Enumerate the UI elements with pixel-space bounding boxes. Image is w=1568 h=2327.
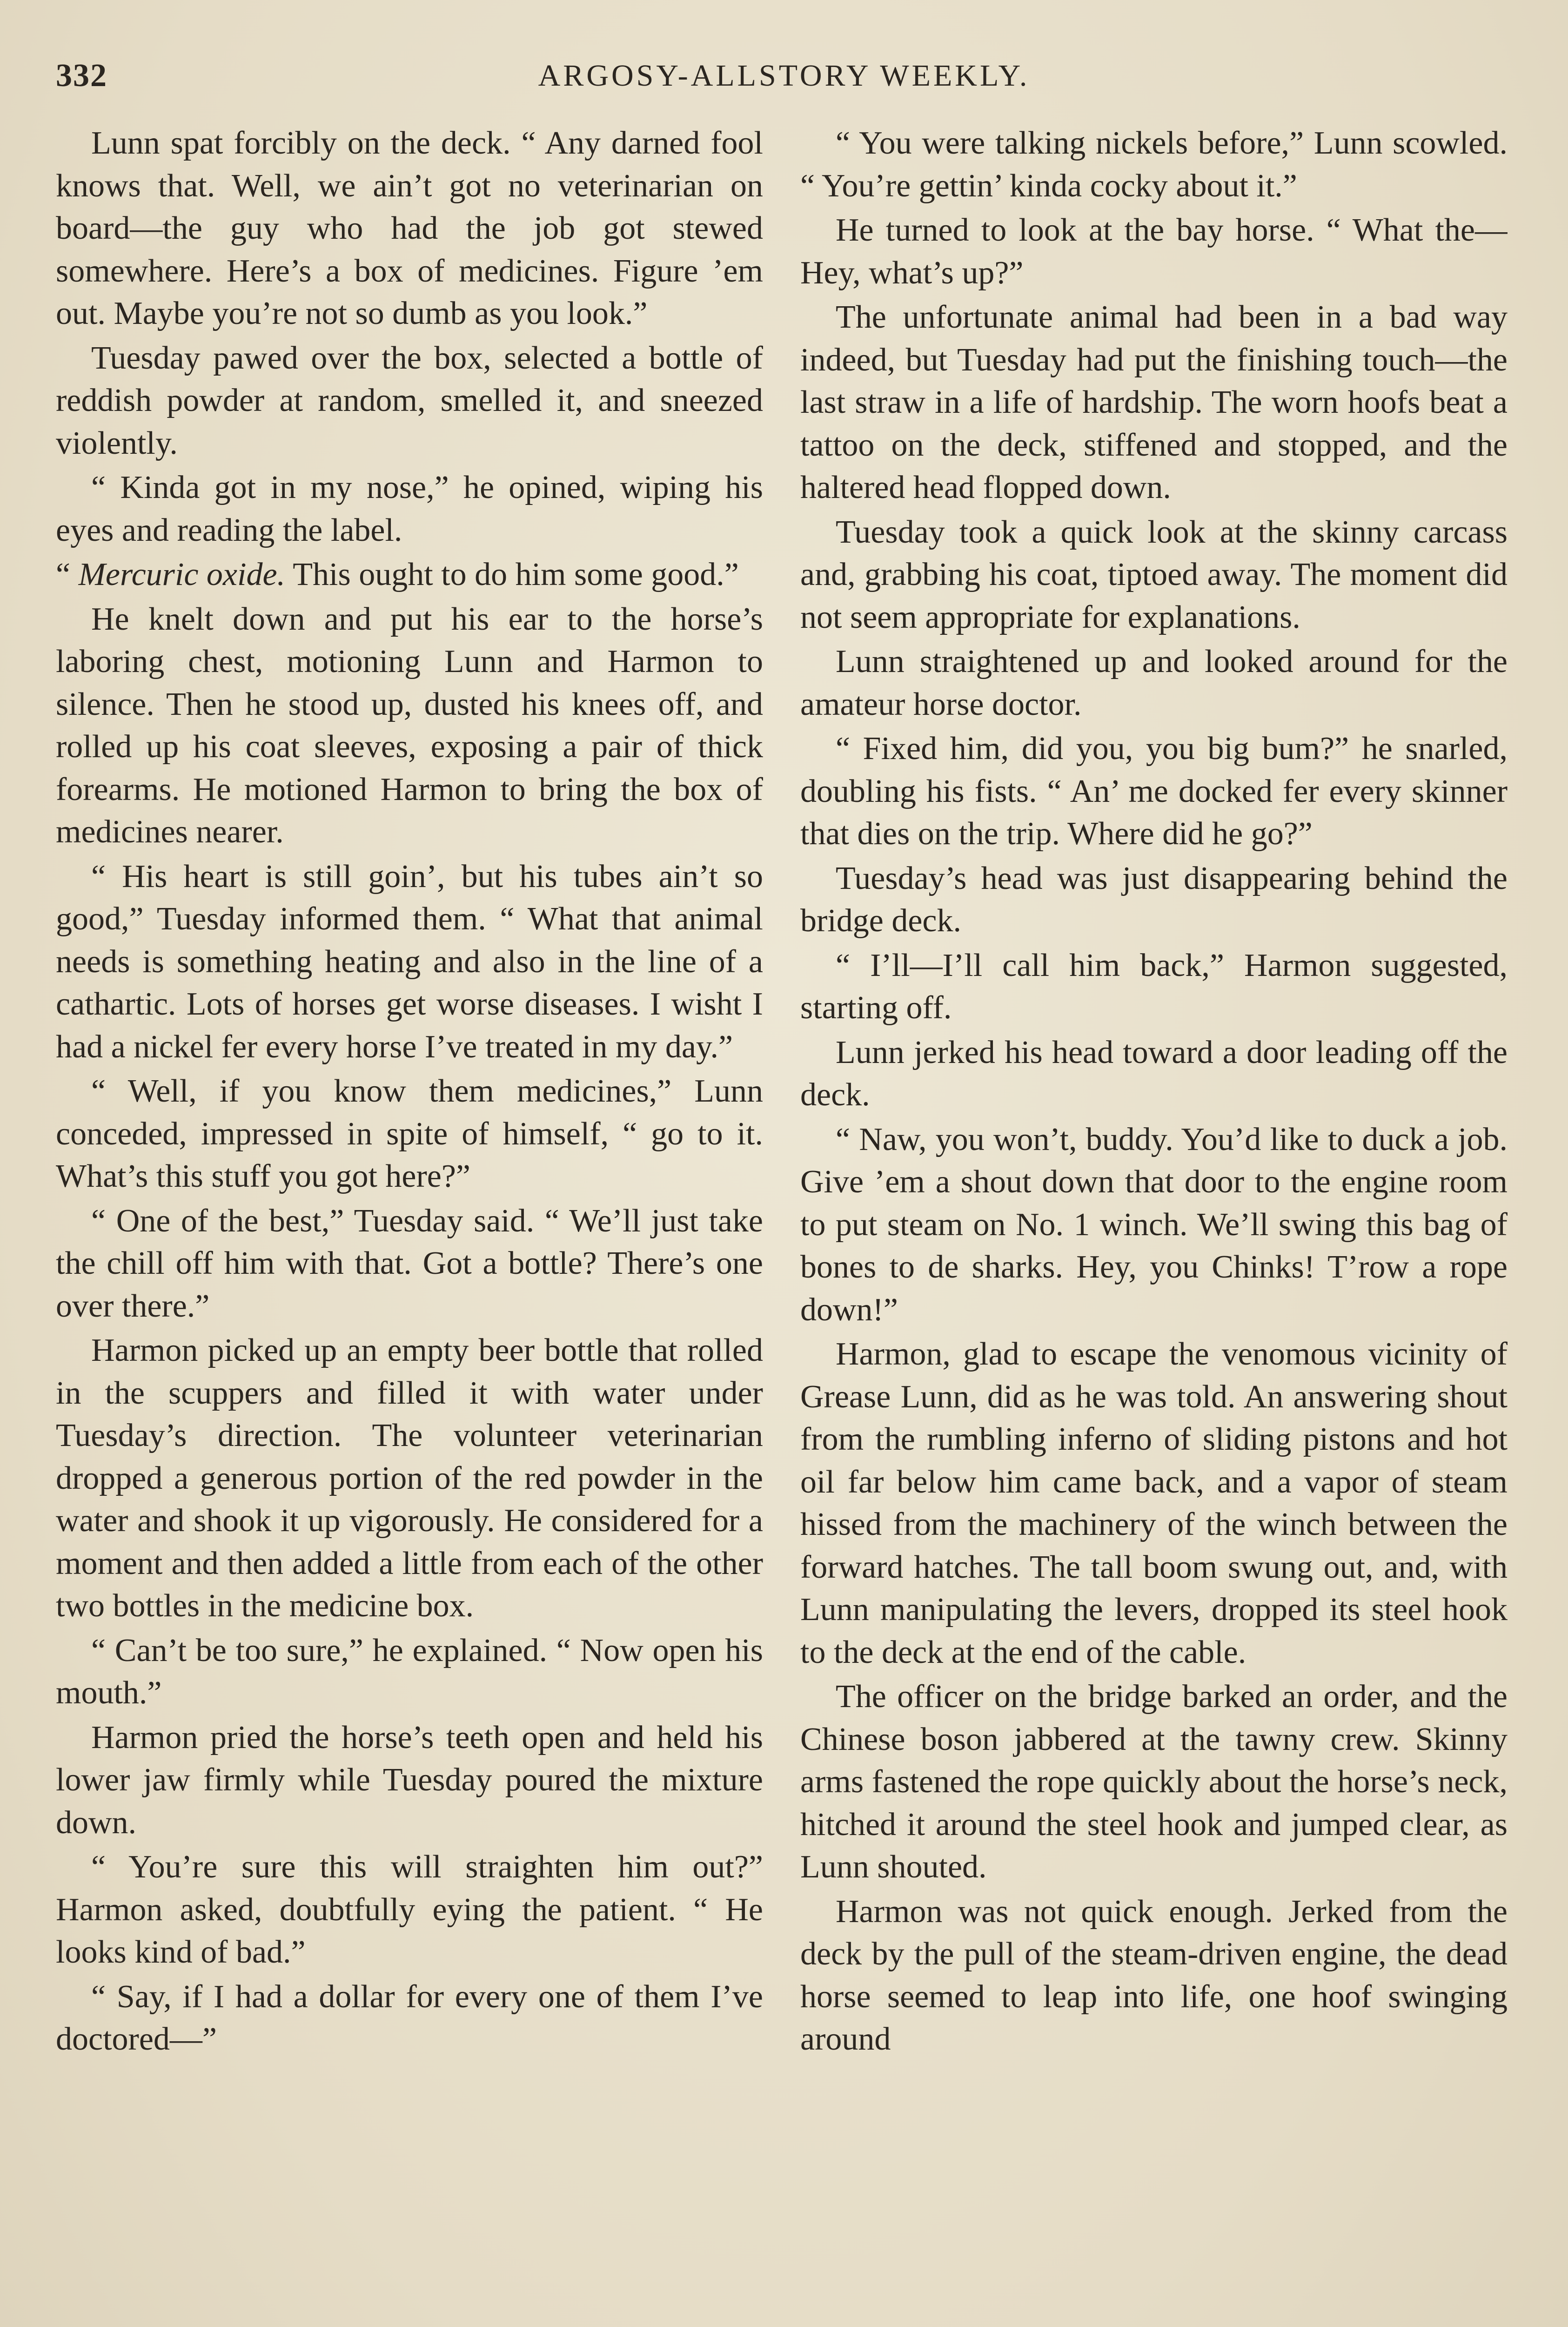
paragraph: “ Say, if I had a dollar for every one of them I’ve doctored—” (56, 1978, 763, 2057)
paragraph: The officer on the bridge barked an order, and the Chinese boson jabbered at the tawny crew. Skinny arms fastened the rope quickly about the horse’s neck, hitched it around the steel hook and jumped clear, as Lunn shouted. (800, 1679, 1508, 1885)
paragraph: “ Well, if you know them medicines,” Lunn conceded, impressed in spite of himself, “ go to it. What’s this stuff you got here?” (56, 1073, 763, 1194)
paragraph: “ Can’t be too sure,” he explained. “ Now open his mouth.” (56, 1632, 763, 1711)
paragraph: “ I’ll—I’ll call him back,” Harmon suggested, starting off. (800, 947, 1508, 1026)
paragraph: “ Naw, you won’t, buddy. You’d like to duck a job. Give ’em a shout down that door to the engine room to put steam on No. 1 winch. We’ll swing this bag of bones to de sharks. Hey, you Chinks! T’row a rope down!” (800, 1121, 1508, 1328)
paragraph: Harmon, glad to escape the venomous vicinity of Grease Lunn, did as he was told. An answering shout from the rumbling inferno of sliding pistons and hot oil far below him came back, and a vapor of steam hissed from the machinery of the winch between the forward hatches. The tall boom swung out, and, with Lunn manipulating the levers, dropped its steel hook to the deck at the end of the cable. (800, 1336, 1508, 1670)
paragraph: He turned to look at the bay horse. “ What the— Hey, what’s up?” (800, 212, 1508, 291)
right-column (800, 122, 1508, 2327)
label-italic: Mercuric oxide. (78, 557, 286, 592)
paragraph: Tuesday’s head was just disappearing behind the bridge deck. (800, 860, 1508, 939)
page-header (56, 50, 1512, 101)
paragraph: Lunn spat forcibly on the deck. “ Any darned fool knows that. Well, we ain’t got no veterinarian on board—the guy who had the job got stewed somewhere. Here’s a box of medicines. Figure ’em out. Maybe you’re not so dumb as you look.” (56, 125, 763, 331)
paragraph: Tuesday took a quick look at the skinny carcass and, grabbing his coat, tiptoed away. The moment did not seem appropriate for explanations. (800, 514, 1508, 635)
paragraph: Harmon picked up an empty beer bottle that rolled in the scuppers and filled it with water under Tuesday’s direction. The volunteer veterinarian dropped a generous portion of the red powder in the water and shook it up vigorously. He considered for a moment and then added a little from each of the other two bottles in the medicine box. (56, 1332, 763, 1624)
label-quote: “ Mercuric oxide. This ought to do him some good.” (56, 557, 739, 592)
paragraph: “ One of the best,” Tuesday said. “ We’ll just take the chill off him with that. Got a bottle? There’s one over there.” (56, 1203, 763, 1324)
paragraph: “ You’re sure this will straighten him out?” Harmon asked, doubtfully eying the patient. “ He looks kind of bad.” (56, 1849, 763, 1970)
paragraph: Harmon was not quick enough. Jerked from the deck by the pull of the steam-driven engine, the dead horse seemed to leap into life, one hoof swinging around (800, 1893, 1508, 2057)
paragraph: Harmon pried the horse’s teeth open and held his lower jaw firmly while Tuesday poured the mixture down. (56, 1719, 763, 1841)
page-number: 332 (56, 58, 107, 94)
paragraph: Lunn jerked his head toward a door leading off the deck. (800, 1034, 1508, 1113)
paragraph: “ Kinda got in my nose,” he opined, wiping his eyes and reading the label. (56, 470, 763, 548)
paragraph: Lunn straightened up and looked around for the amateur horse doctor. (800, 644, 1508, 722)
running-head: ARGOSY-ALLSTORY WEEKLY. (538, 59, 1030, 93)
paragraph: “ Fixed him, did you, you big bum?” he snarled, doubling his fists. “ An’ me docked fer every skinner that dies on the trip. Where did he go?” (800, 731, 1508, 852)
paragraph: He knelt down and put his ear to the horse’s laboring chest, motioning Lunn and Harmon to silence. Then he stood up, dusted his knees off, and rolled up his coat sleeves, exposing a pair of thick forearms. He motioned Harmon to bring the box of medicines nearer. (56, 601, 763, 850)
paragraph: The unfortunate animal had been in a bad way indeed, but Tuesday had put the finishing touch—the last straw in a life of hardship. The worn hoofs beat a tattoo on the deck, stiffened and stopped, and the haltered head flopped down. (800, 299, 1508, 505)
paragraph: Tuesday pawed over the box, selected a bottle of reddish powder at random, smelled it, and sneezed violently. (56, 340, 763, 461)
left-column (56, 122, 763, 2327)
paragraph: “ You were talking nickels before,” Lunn scowled. “ You’re gettin’ kinda cocky about it.” (800, 125, 1508, 204)
paragraph: “ His heart is still goin’, but his tubes ain’t so good,” Tuesday informed them. “ What that animal needs is something heating and also in the line of a cathartic. Lots of horses get worse diseases. I wisht I had a nickel fer every horse I’ve treated in my day.” (56, 858, 763, 1065)
